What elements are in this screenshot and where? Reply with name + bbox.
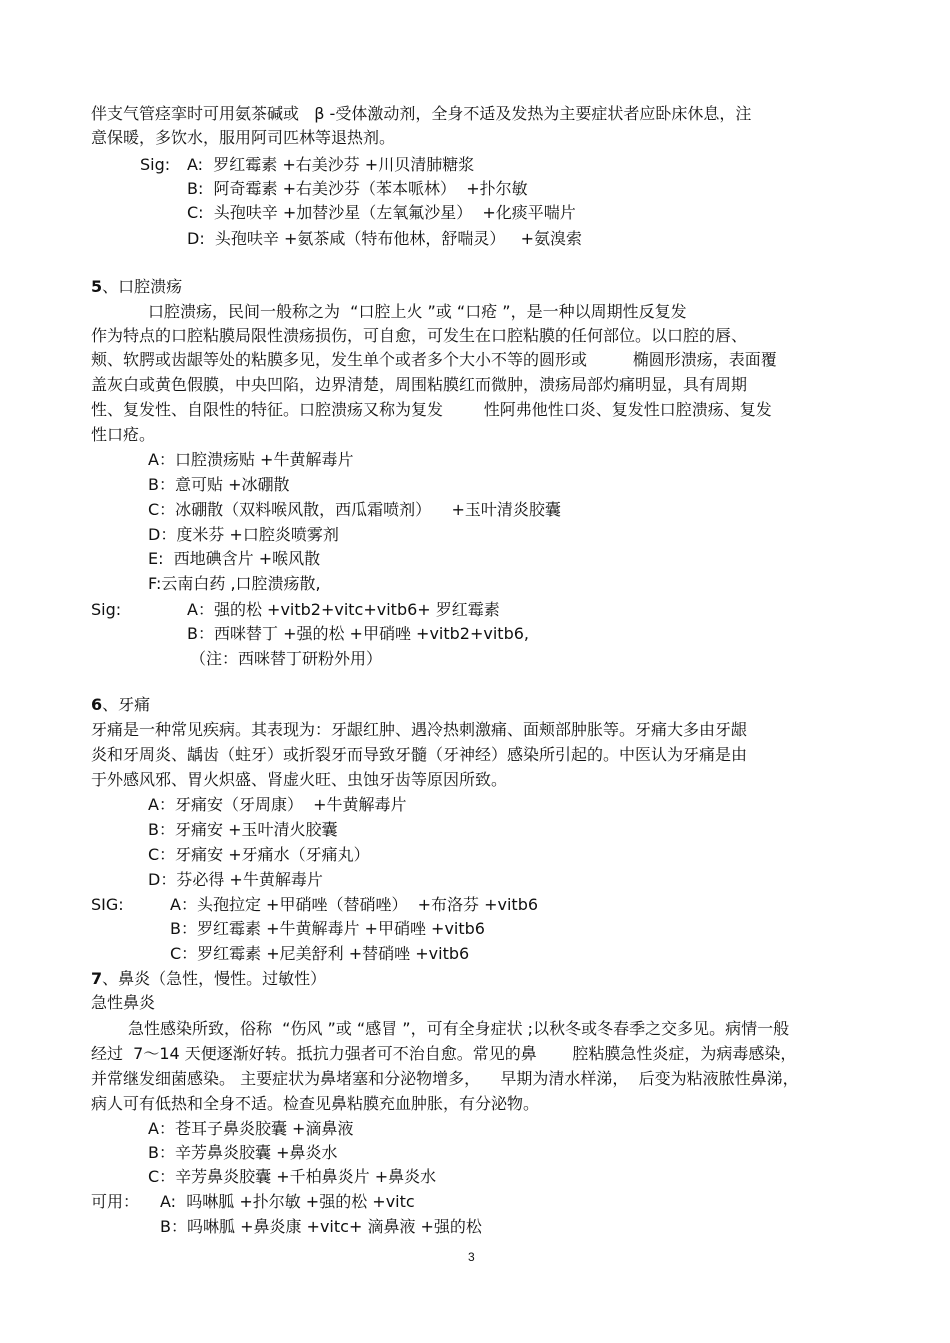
sig-label: 可用： <box>91 1192 140 1211</box>
sig-note: （注：西咪替丁研粉外用） <box>190 649 383 668</box>
sig-item: B：西咪替丁 +强的松 +甲硝唑 +vitb2+vitb6, <box>187 624 529 643</box>
paragraph-line: 经过 7～14 天便逐渐好转。抵抗力强者可不治自愈。常见的鼻 腔粘膜急性炎症，为病毒感染， <box>91 1044 797 1063</box>
list-item: C：牙痛安 +牙痛水（牙痛丸） <box>148 845 370 864</box>
paragraph-line: 作为特点的口腔粘膜局限性溃疡损伤，可自愈，可发生在口腔粘膜的任何部位。以口腔的唇、 <box>91 326 748 345</box>
sig-item: B：罗红霉素 +牛黄解毒片 +甲硝唑 +vitb6 <box>170 919 485 938</box>
section-heading <box>91 968 326 990</box>
paragraph-line: 并常继发细菌感染。 主要症状为鼻堵塞和分泌物增多， 早期为清水样涕， 后变为粘液脓性鼻涕， <box>91 1069 799 1088</box>
sig-item: B：吗啉胍 +鼻炎康 +vitc+ 滴鼻液 +强的松 <box>160 1217 482 1236</box>
list-item: A：口腔溃疡贴 +牛黄解毒片 <box>148 450 354 469</box>
sig-label: Sig: <box>91 600 122 619</box>
paragraph-line: 性、复发性、自限性的特征。口腔溃疡又称为复发 性阿弗他性口炎、复发性口腔溃疡、复发 <box>91 400 772 419</box>
list-item: B：辛芳鼻炎胶囊 +鼻炎水 <box>148 1143 338 1162</box>
intro-line: 伴支气管痉挛时可用氨茶碱或 β -受体激动剂，全身不适及发热为主要症状者应卧床休息，注 <box>91 104 752 123</box>
list-item: A：苍耳子鼻炎胶囊 +滴鼻液 <box>148 1119 354 1138</box>
paragraph-line: 炎和牙周炎、龋齿（蛀牙）或折裂牙而导致牙髓（牙神经）感染所引起的。中医认为牙痛是由 <box>91 745 748 764</box>
paragraph-line: 颊、软腭或齿龈等处的粘膜多见，发生单个或者多个大小不等的圆形或 椭圆形溃疡，表面覆 <box>91 350 777 369</box>
paragraph-line: 性口疮。 <box>91 425 156 444</box>
sig-item: C：罗红霉素 +尼美舒利 +替硝唑 +vitb6 <box>170 944 470 963</box>
sig-item: C: 头孢呋辛 +加替沙星（左氧氟沙星） +化痰平喘片 <box>187 203 576 222</box>
list-item: E: 西地碘含片 +喉风散 <box>148 549 321 568</box>
list-item: F:云南白药 ,口腔溃疡散, <box>148 574 321 593</box>
sig-item: A: 罗红霉素 +右美沙芬 +川贝清肺糖浆 <box>187 155 475 174</box>
section-title: 、鼻炎（急性，慢性。过敏性） <box>102 969 327 988</box>
sig-label: SIG: <box>91 895 124 914</box>
list-item: C：冰硼散（双料喉风散，西瓜霜喷剂） +玉叶清炎胶囊 <box>148 500 561 519</box>
sig-item: A：强的松 +vitb2+vitc+vitb6+ 罗红霉素 <box>187 600 500 619</box>
paragraph-line: 于外感风邪、胃火炽盛、肾虚火旺、虫蚀牙齿等原因所致。 <box>91 770 508 789</box>
sig-label: Sig: <box>140 155 171 174</box>
section-title: 、牙痛 <box>102 695 151 714</box>
paragraph-line: 急性感染所致，俗称 “伤风 ”或 “感冒 ”，可有全身症状 ;以秋冬或冬春季之交多见。病情一般 <box>128 1019 790 1038</box>
section-heading <box>91 694 150 716</box>
section-number: 7 <box>91 969 103 988</box>
intro-line: 意保暖，多饮水，服用阿司匹林等退热剂。 <box>91 128 396 147</box>
list-item: A：牙痛安（牙周康） +牛黄解毒片 <box>148 795 407 814</box>
sig-item: A: 吗啉胍 +扑尔敏 +强的松 +vitc <box>160 1192 415 1211</box>
section-subtitle: 急性鼻炎 <box>91 993 156 1012</box>
sig-item: B: 阿奇霉素 +右美沙芬（苯本哌林） +扑尔敏 <box>187 179 528 198</box>
page-number: 3 <box>468 1250 475 1264</box>
sig-item: A：头孢拉定 +甲硝唑（替硝唑） +布洛芬 +vitb6 <box>170 895 539 914</box>
list-item: B：意可贴 +冰硼散 <box>148 475 290 494</box>
section-heading <box>91 276 182 298</box>
list-item: B：牙痛安 +玉叶清火胶囊 <box>148 820 338 839</box>
paragraph-line: 牙痛是一种常见疾病。其表现为：牙龈红肿、遇冷热刺激痛、面颊部肿胀等。牙痛大多由牙龈 <box>91 720 748 739</box>
section-number: 5 <box>91 277 103 296</box>
paragraph-line: 口腔溃疡，民间一般称之为 “口腔上火 ”或 “口疮 ”，是一种以周期性反复发 <box>148 302 687 321</box>
list-item: D：芬必得 +牛黄解毒片 <box>148 870 323 889</box>
sig-item: D: 头孢呋辛 +氨茶咸（特布他林，舒喘灵） +氨溴索 <box>187 229 583 248</box>
section-number: 6 <box>91 695 103 714</box>
paragraph-line: 病人可有低热和全身不适。检查见鼻粘膜充血肿胀，有分泌物。 <box>91 1094 540 1113</box>
list-item: D：度米芬 +口腔炎喷雾剂 <box>148 525 339 544</box>
paragraph-line: 盖灰白或黄色假膜，中央凹陷，边界清楚，周围粘膜红而微肿，溃疡局部灼痛明显，具有周期 <box>91 375 748 394</box>
section-title: 、口腔溃疡 <box>102 277 183 296</box>
list-item: C：辛芳鼻炎胶囊 +千柏鼻炎片 +鼻炎水 <box>148 1167 437 1186</box>
